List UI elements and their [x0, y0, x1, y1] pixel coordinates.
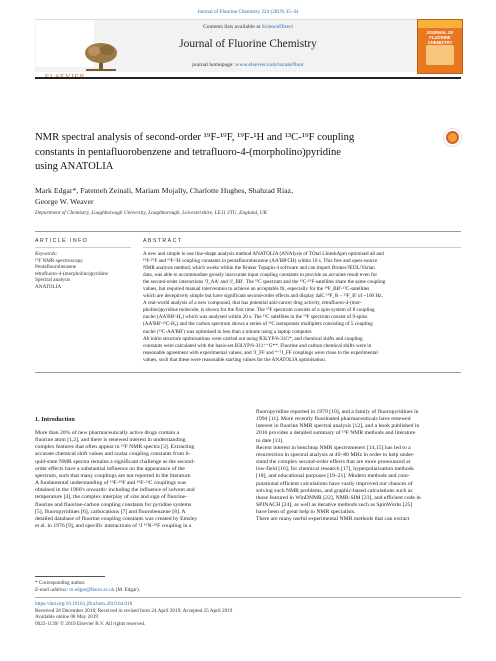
keyword: Spectral analysis — [35, 277, 71, 284]
footer-rule — [35, 597, 461, 598]
abstract-line: A real-world analysis of a new compound, that has potential anti-cancer drug activity, tetrafluoro-4-(mor- — [143, 300, 362, 307]
text-line: complex features that often appear in ¹⁹F NMR spectra [3]. Extracting — [35, 444, 195, 451]
text-line: 1994 [11]. More recently fluorinated pharmaceuticals have renewed — [256, 416, 411, 423]
journal-title: Journal of Fluorine Chemistry — [179, 38, 317, 50]
keywords-label: Keywords: — [35, 251, 58, 257]
keyword: ¹⁹F NMR spectroscopy — [35, 257, 83, 264]
cover-title: JOURNAL OF FLUORINE CHEMISTRY — [426, 30, 454, 45]
homepage-link[interactable]: www.elsevier.com/locate/fluor — [235, 62, 304, 68]
crossmark-icon[interactable] — [443, 128, 462, 147]
author-list: Mark Edgar*, Fatemeh Zeinali, Mariam Mojally, Charlotte Hughes, Shahzad Riaz, George W. Weaver — [35, 186, 294, 206]
abstract-line: which are deceptively simple but have significant second-order effects and display ΔδC ¹⁹F_B – ¹²F_B' of ~100 Hz. — [143, 293, 383, 300]
footnote: * Corresponding author. E-mail address: m.edgar@lboro.ac.uk (M. Edgar). — [35, 580, 275, 593]
abstract-line: values, such that these were reasonable starting values for the ANATOLIA optimisation. — [143, 356, 327, 363]
text-line: quid-state NMR spectra remains a significant challenge as the second- — [35, 458, 195, 465]
keyword: ANATOLIA — [35, 283, 62, 290]
article-title: NMR spectral analysis of second-order ¹⁹F-¹⁹F, ¹⁹F-¹H and ¹³C-¹⁹F coupling constants in pentafluorobenzene and tetrafluoro-4-(morpholino)pyridine using ANATOLIA — [35, 132, 355, 172]
text-line: spectrum, such that many couplings are not reported in the literature. — [35, 472, 192, 479]
text-line: those featured in WinDNMR [22], NMR-SIM [23], and efficient code in — [256, 494, 421, 501]
introduction-left-column — [35, 430, 240, 530]
abstract-line: A new and simple to use line-shape analysis method ANATOLIA (ANAlysis of TOtal LIneshApe) optimised all and — [143, 251, 384, 257]
text-line: putational efficient calculations have vastly improved our chances of — [256, 480, 413, 487]
abstract-line: values, but required manual intervention to achieve an acceptable fit, especially for the ¹⁹F_BB'-¹³C-satellites — [143, 286, 370, 293]
article-info-rule — [35, 247, 131, 248]
text-line: temperature [4], the complex interplay of size and sign of fluorine- — [35, 494, 188, 501]
keyword: Pentafluorobenzene — [35, 264, 77, 271]
abstract-line: NMR analysis method, which works within the Bruker Topspin-4 software and can import Bruker/JEOL/Varian — [143, 265, 375, 272]
doi-link[interactable]: https://doi.org/10.1016/j.jfluchem.2019.04.018 — [35, 601, 133, 607]
introduction-heading: 1. Introduction — [35, 416, 75, 423]
abstract-line: ¹⁹F-¹⁹F and ¹⁹F-¹H coupling constants in pentafluorobenzene (AA'BB'CH) within 10 s. This free and open-source — [143, 258, 378, 265]
keyword: tetrafluoro-4-(morpholino)pyridine — [35, 270, 108, 277]
text-line: solving such NMR problems, and graphic-based calculations such as — [256, 487, 413, 494]
text-line: fluorine and fluorine-carbon coupling constants for pyridine systems — [35, 501, 192, 508]
text-line: [5], fluoropyridines [6], carbocations [7] and fluorobenzene [8]. A — [35, 508, 186, 515]
abstract-line: data, was able to accommodate grossly inaccurate input coupling constants to provide an accurate result even for — [143, 272, 378, 279]
author-email-link[interactable]: m.edgar@lboro.ac.uk — [69, 586, 115, 593]
available-online: Available online 08 May 2019 — [35, 614, 99, 621]
abstract-end-rule — [35, 372, 461, 373]
affiliation: Department of Chemistry, Loughborough University, Loughborough, Leicestershire, LE11 3TU, England, UK — [35, 210, 268, 216]
article-footer — [35, 601, 461, 627]
abstract-line: reasonable agreement with experimental values, and ³J_FF and ⁴⁻⁵J_FF couplings were close to the experimental — [143, 349, 378, 356]
copyright: 0022-1139/ © 2019 Elsevier B.V. All rights reserved. — [35, 620, 146, 627]
abstract-line: Ab initio structure optimisations were carried out using B3LYP/6-31G*, and chemical shifts and coupling — [143, 335, 363, 342]
sciencedirect-link[interactable]: ScienceDirect — [261, 24, 294, 30]
text-line: et al. in 1976 [9], and specific interactions of ²J ¹⁵N-¹⁹F coupling in a — [35, 523, 192, 530]
text-line: Recent interest in benchtop NMR spectrometers [14,15] has led to a — [256, 444, 411, 451]
text-line: resurrection in spectral analysis at 40–80 MHz in order to help under- — [256, 451, 415, 458]
abstract-text — [143, 251, 461, 364]
text-line: to date [13]. — [256, 437, 284, 444]
text-line: There are many useful experimental NMR methods that can extract — [256, 516, 410, 523]
footnote-rule — [35, 576, 105, 577]
abstract-line: constants were calculated with the basis-set B3LYP/6-311⁺⁺G**. Fluorine and carbon chemical shifts were in — [143, 342, 372, 349]
text-line: stand the complex second-order effects that are more pronounced at — [256, 459, 411, 466]
abstract-rule — [143, 247, 461, 248]
text-line: order effects have a substantial influence on the appearance of the — [35, 465, 185, 472]
text-line: accurate chemical shift values and scalar coupling constants from li- — [35, 451, 191, 458]
corresponding-author-note: * Corresponding author. — [35, 580, 86, 586]
journal-reference[interactable]: Journal of Fluorine Chemistry 224 (2019) 35–44 — [197, 9, 299, 15]
contents-line: Contents lists available at ScienceDirect — [202, 24, 294, 30]
text-line: fluorine atom [1,2], and there is renewed interest in understanding — [35, 437, 186, 444]
text-line: 2016 provides a detailed summary of ¹⁹F NMR methods and literature — [256, 430, 416, 437]
keywords-block — [35, 251, 135, 291]
text-line: interest in fluorine NMR spectral analysis [12], and a book published in — [256, 423, 420, 430]
header-divider — [35, 77, 461, 79]
abstract-line: (AA'BB'-¹³C-H₄) and the carbon spectrum shows a series of ¹³C isotopomer multiplets consisting of 5 coupling — [143, 321, 373, 328]
text-line: More than 20% of new pharmaceutically active drugs contain a — [35, 430, 180, 436]
abstract-line: pholino)pyridine molecule, is shown for the first time. The ¹⁹F spectrum consists of a spin-system of 8 coupling — [143, 307, 375, 314]
section-divider — [35, 231, 461, 232]
text-line: A fundamental understanding of ¹⁹F-¹⁹F and ¹⁹F-¹³C couplings was — [35, 480, 187, 487]
introduction-right-column — [256, 409, 461, 524]
text-line: [18], and educational purposes [19–21]. Modern methods and com- — [256, 473, 410, 480]
abstract-line: nuclei (AA'BB'-H₄) which was analysed within 20 s. The ¹³C satellites in the ¹⁹F spectrum consist of 9-spins — [143, 314, 368, 321]
text-line: SPINACH [24], as well as iterative methods such as SpinWorks [25] — [256, 502, 413, 509]
received-dates: Received 28 December 2018; Received in revised form 24 April 2019; Accepted 25 April 2019 — [35, 607, 233, 614]
journal-cover-image — [417, 19, 463, 74]
text-line: fluoropyridine reported in 1979 [10], and a family of fluoropyridines in — [256, 409, 419, 415]
article-info-heading: ARTICLE INFO — [35, 238, 89, 244]
homepage-line: journal homepage: www.elsevier.com/locate/fluor — [192, 62, 304, 68]
abstract-line: nuclei (¹³C-AA'BB') was optimised in less than a minute using a laptop computer. — [143, 328, 313, 335]
abstract-line: the second-order interactions ³J_AA' and ³J_BB'. The ¹³C spectrum and the ¹³C-¹⁹F-satellites share the same coupling — [143, 279, 386, 286]
text-line: obtained in the 1960's onwards: including the influence of solvent and — [35, 487, 195, 494]
text-line: have been of great help to NMR specialists. — [256, 509, 356, 516]
abstract-heading: ABSTRACT — [143, 238, 183, 244]
text-line: detailed database of fluorine coupling constants was created by Emsley — [35, 515, 198, 522]
text-line: low-field [16], for chemical research [17], hyperpolarisation methods — [256, 466, 414, 473]
